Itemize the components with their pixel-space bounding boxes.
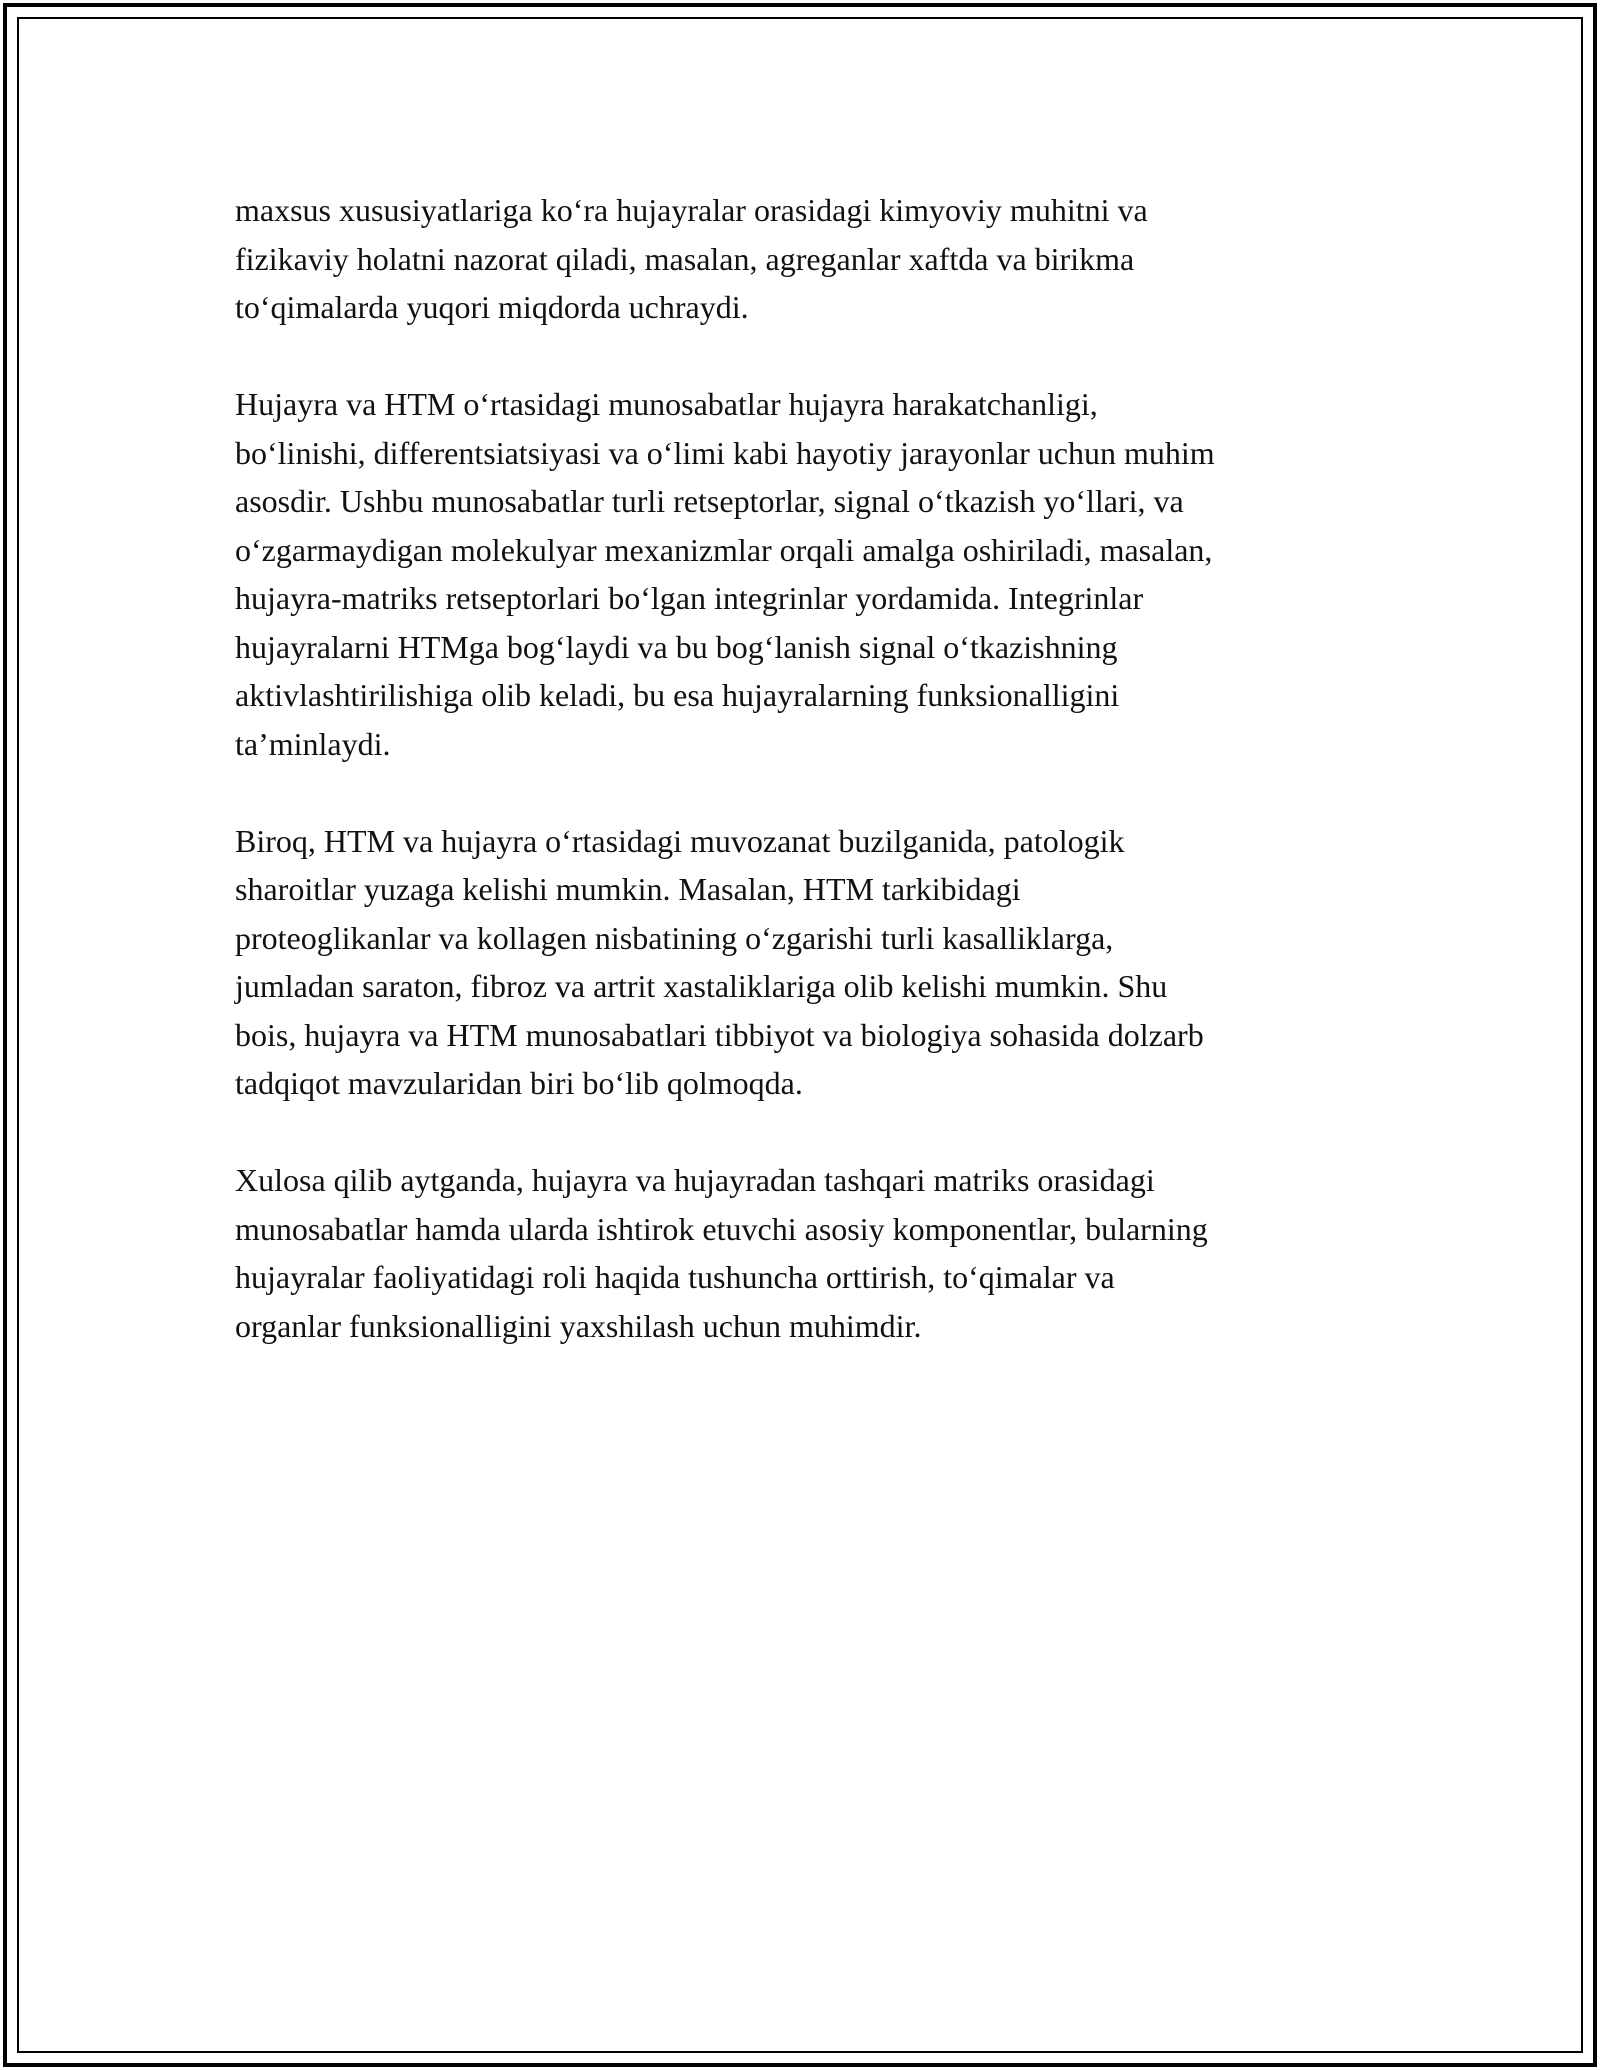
text-line: hujayralar faoliyatidagi roli haqida tushuncha orttirish, to‘qimalar va <box>235 1259 1115 1295</box>
text-line: proteoglikanlar va kollagen nisbatining o‘zgarishi turli kasalliklarga, <box>235 919 1114 956</box>
text-line: jumladan saraton, fibroz va artrit xastaliklariga olib kelishi mumkin. Shu <box>235 968 1168 1004</box>
paragraph-4 <box>235 1156 1375 1350</box>
text-line: organlar funksionalligini yaxshilash uchun muhimdir. <box>235 1307 922 1344</box>
text-line: bois, hujayra va HTM munosabatlari tibbiyot va biologiya sohasida dolzarb <box>235 1016 1204 1053</box>
paragraph-2 <box>235 380 1375 768</box>
text-line: munosabatlar hamda ularda ishtirok etuvchi asosiy komponentlar, bularning <box>235 1210 1208 1247</box>
text-line: asosdir. Ushbu munosabatlar turli retseptorlar, signal o‘tkazish yo‘llari, va <box>235 483 1184 519</box>
text-line: o‘zgarmaydigan molekulyar mexanizmlar orqali amalga oshiriladi, masalan, <box>235 531 1213 568</box>
text-line: aktivlashtirilishiga olib keladi, bu esa hujayralarning funksionalligini <box>235 677 1120 713</box>
text-line: Biroq, HTM va hujayra o‘rtasidagi muvozanat buzilganida, patologik <box>235 822 1125 859</box>
text-line: sharoitlar yuzaga kelishi mumkin. Masalan, HTM tarkibidagi <box>235 871 1021 907</box>
text-line: bo‘linishi, differentsiatsiyasi va o‘limi kabi hayotiy jarayonlar uchun muhim <box>235 434 1215 471</box>
text-line: tadqiqot mavzularidan biri bo‘lib qolmoqda. <box>235 1065 803 1101</box>
text-line: Hujayra va HTM o‘rtasidagi munosabatlar hujayra harakatchanligi, <box>235 386 1098 422</box>
text-line: hujayra-matriks retseptorlari bo‘lgan integrinlar yordamida. Integrinlar <box>235 580 1144 616</box>
paragraph-1 <box>235 186 1375 332</box>
text-line: ta’minlaydi. <box>235 725 391 762</box>
text-line: hujayralarni HTMga bog‘laydi va bu bog‘lanish signal o‘tkazishning <box>235 628 1118 665</box>
text-line: maxsus xususiyatlariga ko‘ra hujayralar orasidagi kimyoviy muhitni va <box>235 192 1148 228</box>
text-line: to‘qimalarda yuqori miqdorda uchraydi. <box>235 289 749 325</box>
document-body <box>235 186 1375 1399</box>
text-line: fizikaviy holatni nazorat qiladi, masalan, agreganlar xaftda va birikma <box>235 240 1135 277</box>
text-line: Xulosa qilib aytganda, hujayra va hujayradan tashqari matriks orasidagi <box>235 1162 1155 1198</box>
paragraph-3 <box>235 817 1375 1108</box>
